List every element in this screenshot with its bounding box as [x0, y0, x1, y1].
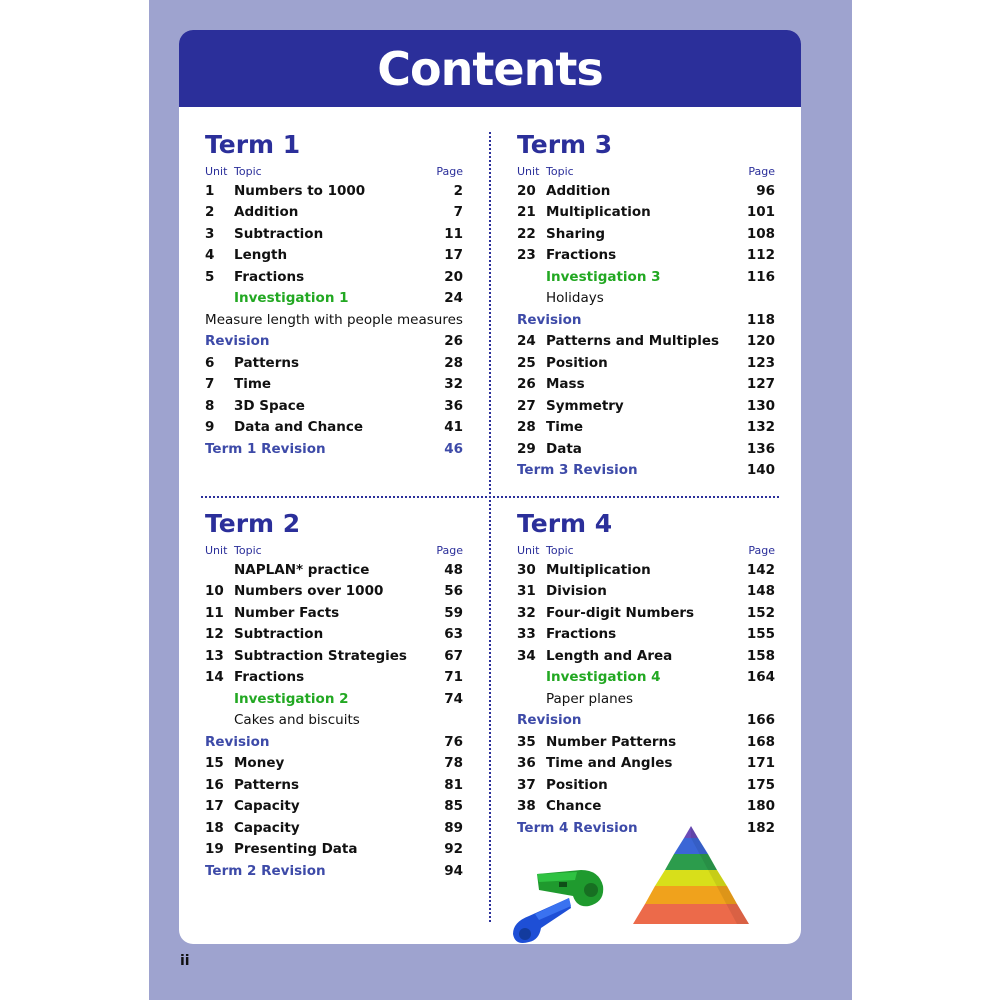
page-number-cell: 7	[453, 204, 463, 221]
topic-name: Capacity	[234, 798, 300, 815]
unit-number: 23	[517, 247, 536, 264]
contents-row	[205, 245, 463, 267]
topic-column-header: Topic	[234, 544, 262, 557]
contents-row	[205, 331, 463, 353]
contents-row	[205, 602, 463, 624]
rainbow-pyramid-image	[621, 824, 761, 930]
page-number-cell: 26	[444, 333, 463, 350]
unit-number: 34	[517, 647, 536, 664]
topic-name: Subtraction	[234, 626, 324, 643]
contents-row	[205, 581, 463, 603]
page-number-cell: 155	[746, 626, 775, 643]
page-number-cell: 46	[444, 440, 463, 457]
unit-number: 33	[517, 626, 536, 643]
topic-column-header: Topic	[234, 165, 262, 178]
contents-row	[517, 710, 775, 732]
page-number-cell: 71	[444, 669, 463, 686]
contents-row	[517, 417, 775, 439]
page-number-cell: 180	[746, 798, 775, 815]
contents-row	[205, 309, 463, 331]
unit-number: 12	[205, 626, 224, 643]
revision-label: Term 2 Revision	[205, 862, 326, 879]
term-title: Term 1	[205, 130, 301, 159]
page-number-cell: 140	[746, 462, 775, 479]
page-number-cell: 132	[746, 419, 775, 436]
page-number-cell: 116	[746, 268, 775, 285]
contents-row	[517, 352, 775, 374]
page-number-cell: 142	[746, 561, 775, 578]
term-3-section	[517, 128, 775, 481]
page-number-cell: 108	[746, 225, 775, 242]
unit-number: 25	[517, 354, 536, 371]
unit-number: 8	[205, 397, 215, 414]
contents-row	[517, 202, 775, 224]
topic-name: Patterns	[234, 354, 300, 371]
unit-number: 20	[517, 182, 536, 199]
page-number-cell: 85	[444, 798, 463, 815]
topic-name: Time	[234, 376, 272, 393]
revision-label: Term 1 Revision	[205, 440, 326, 457]
unit-number: 13	[205, 647, 224, 664]
contents-row	[205, 417, 463, 439]
column-headers	[205, 164, 463, 180]
page-number-cell: 123	[746, 354, 775, 371]
page-number-cell: 28	[444, 354, 463, 371]
unit-number: 9	[205, 419, 215, 436]
contents-row	[517, 223, 775, 245]
topic-name: 3D Space	[234, 397, 305, 414]
term-title: Term 2	[205, 509, 301, 538]
topic-name: Chance	[546, 798, 602, 815]
unit-number: 2	[205, 204, 215, 221]
investigation-subtitle: Paper planes	[546, 690, 634, 707]
topic-name: Numbers over 1000	[234, 583, 384, 600]
page-number-cell: 78	[444, 755, 463, 772]
page-number-cell: 120	[746, 333, 775, 350]
unit-number: 1	[205, 182, 215, 199]
revision-label: Revision	[517, 712, 582, 729]
topic-name: Multiplication	[546, 561, 651, 578]
unit-number: 27	[517, 397, 536, 414]
page-number-cell: 20	[444, 268, 463, 285]
topic-name: Position	[546, 354, 608, 371]
unit-number: 21	[517, 204, 536, 221]
unit-number: 14	[205, 669, 224, 686]
contents-row	[205, 774, 463, 796]
revision-label: Revision	[205, 333, 270, 350]
page-number-cell: 41	[444, 419, 463, 436]
topic-name: Position	[546, 776, 608, 793]
contents-row	[517, 288, 775, 310]
revision-label: Revision	[205, 733, 270, 750]
topic-name: Data and Chance	[234, 419, 364, 436]
page-number-cell: 89	[444, 819, 463, 836]
unit-number: 7	[205, 376, 215, 393]
unit-number: 18	[205, 819, 224, 836]
topic-column-header: Topic	[546, 165, 574, 178]
page-number-cell: 63	[444, 626, 463, 643]
topic-name: Symmetry	[546, 397, 624, 414]
contents-row	[517, 774, 775, 796]
unit-number: 16	[205, 776, 224, 793]
contents-row	[205, 624, 463, 646]
contents-row	[517, 331, 775, 353]
page-number-cell: 17	[444, 247, 463, 264]
topic-column-header: Topic	[546, 544, 574, 557]
unit-column-header: Unit	[205, 165, 228, 178]
contents-row	[205, 266, 463, 288]
topic-name: Money	[234, 755, 285, 772]
topic-name: Length and Area	[546, 647, 673, 664]
unit-number: 28	[517, 419, 536, 436]
column-headers	[517, 164, 775, 180]
contents-row	[517, 667, 775, 689]
page-column-header: Page	[748, 544, 775, 557]
page-number-cell: 24	[444, 290, 463, 307]
page-title: Contents	[377, 41, 603, 96]
page-number-cell: 81	[444, 776, 463, 793]
unit-number: 10	[205, 583, 224, 600]
unit-number: 32	[517, 604, 536, 621]
contents-row	[517, 753, 775, 775]
page-column-header: Page	[436, 165, 463, 178]
unit-number: 4	[205, 247, 215, 264]
contents-row	[205, 710, 463, 732]
unit-number: 15	[205, 755, 224, 772]
unit-number: 37	[517, 776, 536, 793]
term-title: Term 3	[517, 130, 613, 159]
contents-row	[205, 352, 463, 374]
topic-name: Mass	[546, 376, 585, 393]
contents-row	[205, 288, 463, 310]
page-number-cell: 2	[453, 182, 463, 199]
term-2-section	[205, 507, 463, 882]
page-number-cell: 158	[746, 647, 775, 664]
unit-number: 11	[205, 604, 224, 621]
topic-name: Capacity	[234, 819, 300, 836]
page-column-header: Page	[436, 544, 463, 557]
contents-row	[517, 180, 775, 202]
contents-row	[205, 860, 463, 882]
unit-number: 36	[517, 755, 536, 772]
contents-banner	[179, 30, 801, 107]
topic-name: Multiplication	[546, 204, 651, 221]
page-column-header: Page	[748, 165, 775, 178]
page-number-cell: 32	[444, 376, 463, 393]
contents-row	[517, 602, 775, 624]
page-number-cell: 166	[746, 712, 775, 729]
page-number-cell: 76	[444, 733, 463, 750]
contents-row	[517, 645, 775, 667]
contents-row	[205, 559, 463, 581]
unit-number: 24	[517, 333, 536, 350]
horizontal-divider	[201, 496, 779, 498]
investigation-subtitle: Measure length with people measures	[205, 311, 463, 328]
page-number-cell: 171	[746, 755, 775, 772]
unit-number: 31	[517, 583, 536, 600]
contents-row	[205, 796, 463, 818]
topic-name: Number Patterns	[546, 733, 677, 750]
unit-column-header: Unit	[517, 544, 540, 557]
topic-name: Subtraction Strategies	[234, 647, 407, 664]
unit-number: 26	[517, 376, 536, 393]
contents-row	[517, 309, 775, 331]
page-number-cell: 92	[444, 841, 463, 858]
contents-row	[517, 266, 775, 288]
page-number-cell: 101	[746, 204, 775, 221]
topic-name: Fractions	[546, 626, 617, 643]
unit-number: 38	[517, 798, 536, 815]
page-number-cell: 74	[444, 690, 463, 707]
topic-name: Time and Angles	[546, 755, 673, 772]
topic-name: Length	[234, 247, 288, 264]
investigation-title: Investigation 1	[234, 290, 349, 307]
vertical-divider	[489, 132, 491, 922]
contents-row	[517, 395, 775, 417]
contents-row	[517, 688, 775, 710]
page-number-cell: 182	[746, 819, 775, 836]
page-number-cell: 136	[746, 440, 775, 457]
page-number-cell: 152	[746, 604, 775, 621]
unit-number: 35	[517, 733, 536, 750]
investigation-subtitle: Holidays	[546, 290, 604, 307]
contents-row	[205, 395, 463, 417]
topic-name: Addition	[234, 204, 299, 221]
unit-column-header: Unit	[205, 544, 228, 557]
contents-row	[205, 438, 463, 460]
unit-number: 19	[205, 841, 224, 858]
topic-name: Patterns and Multiples	[546, 333, 720, 350]
contents-row	[517, 559, 775, 581]
page-number-cell: 48	[444, 561, 463, 578]
page-number-cell: 36	[444, 397, 463, 414]
topic-name: Patterns	[234, 776, 300, 793]
contents-row	[205, 374, 463, 396]
unit-number: 6	[205, 354, 215, 371]
term-1-section	[205, 128, 463, 460]
topic-name: NAPLAN* practice	[234, 561, 370, 578]
unit-number: 30	[517, 561, 536, 578]
contents-row	[205, 731, 463, 753]
contents-row	[517, 374, 775, 396]
topic-name: Presenting Data	[234, 841, 358, 858]
investigation-title: Investigation 2	[234, 690, 349, 707]
contents-card	[179, 30, 801, 944]
term-4-section	[517, 507, 775, 839]
contents-row	[205, 817, 463, 839]
page-number-cell: 127	[746, 376, 775, 393]
page-number: ii	[180, 953, 190, 969]
contents-row	[205, 753, 463, 775]
revision-label: Term 3 Revision	[517, 462, 638, 479]
contents-row	[517, 460, 775, 482]
topic-name: Division	[546, 583, 607, 600]
topic-name: Number Facts	[234, 604, 340, 621]
topic-name: Fractions	[546, 247, 617, 264]
investigation-title: Investigation 4	[546, 669, 661, 686]
unit-number: 22	[517, 225, 536, 242]
contents-row	[205, 688, 463, 710]
contents-row	[517, 581, 775, 603]
unit-number: 17	[205, 798, 224, 815]
topic-name: Addition	[546, 182, 611, 199]
topic-name: Data	[546, 440, 582, 457]
contents-row	[205, 223, 463, 245]
page-number-cell: 130	[746, 397, 775, 414]
column-headers	[205, 543, 463, 559]
contents-row	[517, 438, 775, 460]
topic-name: Time	[546, 419, 584, 436]
page-number-cell: 168	[746, 733, 775, 750]
topic-name: Numbers to 1000	[234, 182, 366, 199]
page-number-cell: 94	[444, 862, 463, 879]
contents-row	[517, 796, 775, 818]
term-title: Term 4	[517, 509, 613, 538]
page-number-cell: 11	[444, 225, 463, 242]
contents-row	[517, 624, 775, 646]
page-number-cell: 148	[746, 583, 775, 600]
page-number-cell: 164	[746, 669, 775, 686]
topic-name: Fractions	[234, 268, 305, 285]
topic-name: Subtraction	[234, 225, 324, 242]
contents-row	[205, 839, 463, 861]
revision-label: Revision	[517, 311, 582, 328]
unit-column-header: Unit	[517, 165, 540, 178]
page-number-cell: 56	[444, 583, 463, 600]
topic-name: Fractions	[234, 669, 305, 686]
page-number-cell: 67	[444, 647, 463, 664]
topic-name: Four-digit Numbers	[546, 604, 695, 621]
unit-number: 3	[205, 225, 215, 242]
investigation-subtitle: Cakes and biscuits	[234, 712, 360, 729]
column-headers	[517, 543, 775, 559]
page-number-cell: 112	[746, 247, 775, 264]
contents-row	[205, 202, 463, 224]
unit-number: 29	[517, 440, 536, 457]
contents-row	[205, 667, 463, 689]
revision-label: Term 4 Revision	[517, 819, 638, 836]
topic-name: Sharing	[546, 225, 606, 242]
contents-row	[517, 245, 775, 267]
page-number-cell: 96	[756, 182, 775, 199]
page-number-cell: 175	[746, 776, 775, 793]
page-number-cell: 59	[444, 604, 463, 621]
investigation-title: Investigation 3	[546, 268, 661, 285]
contents-row	[205, 180, 463, 202]
page-number-cell: 118	[746, 311, 775, 328]
blue-whistle-image	[499, 892, 574, 944]
unit-number: 5	[205, 268, 215, 285]
contents-row	[205, 645, 463, 667]
contents-row	[517, 731, 775, 753]
